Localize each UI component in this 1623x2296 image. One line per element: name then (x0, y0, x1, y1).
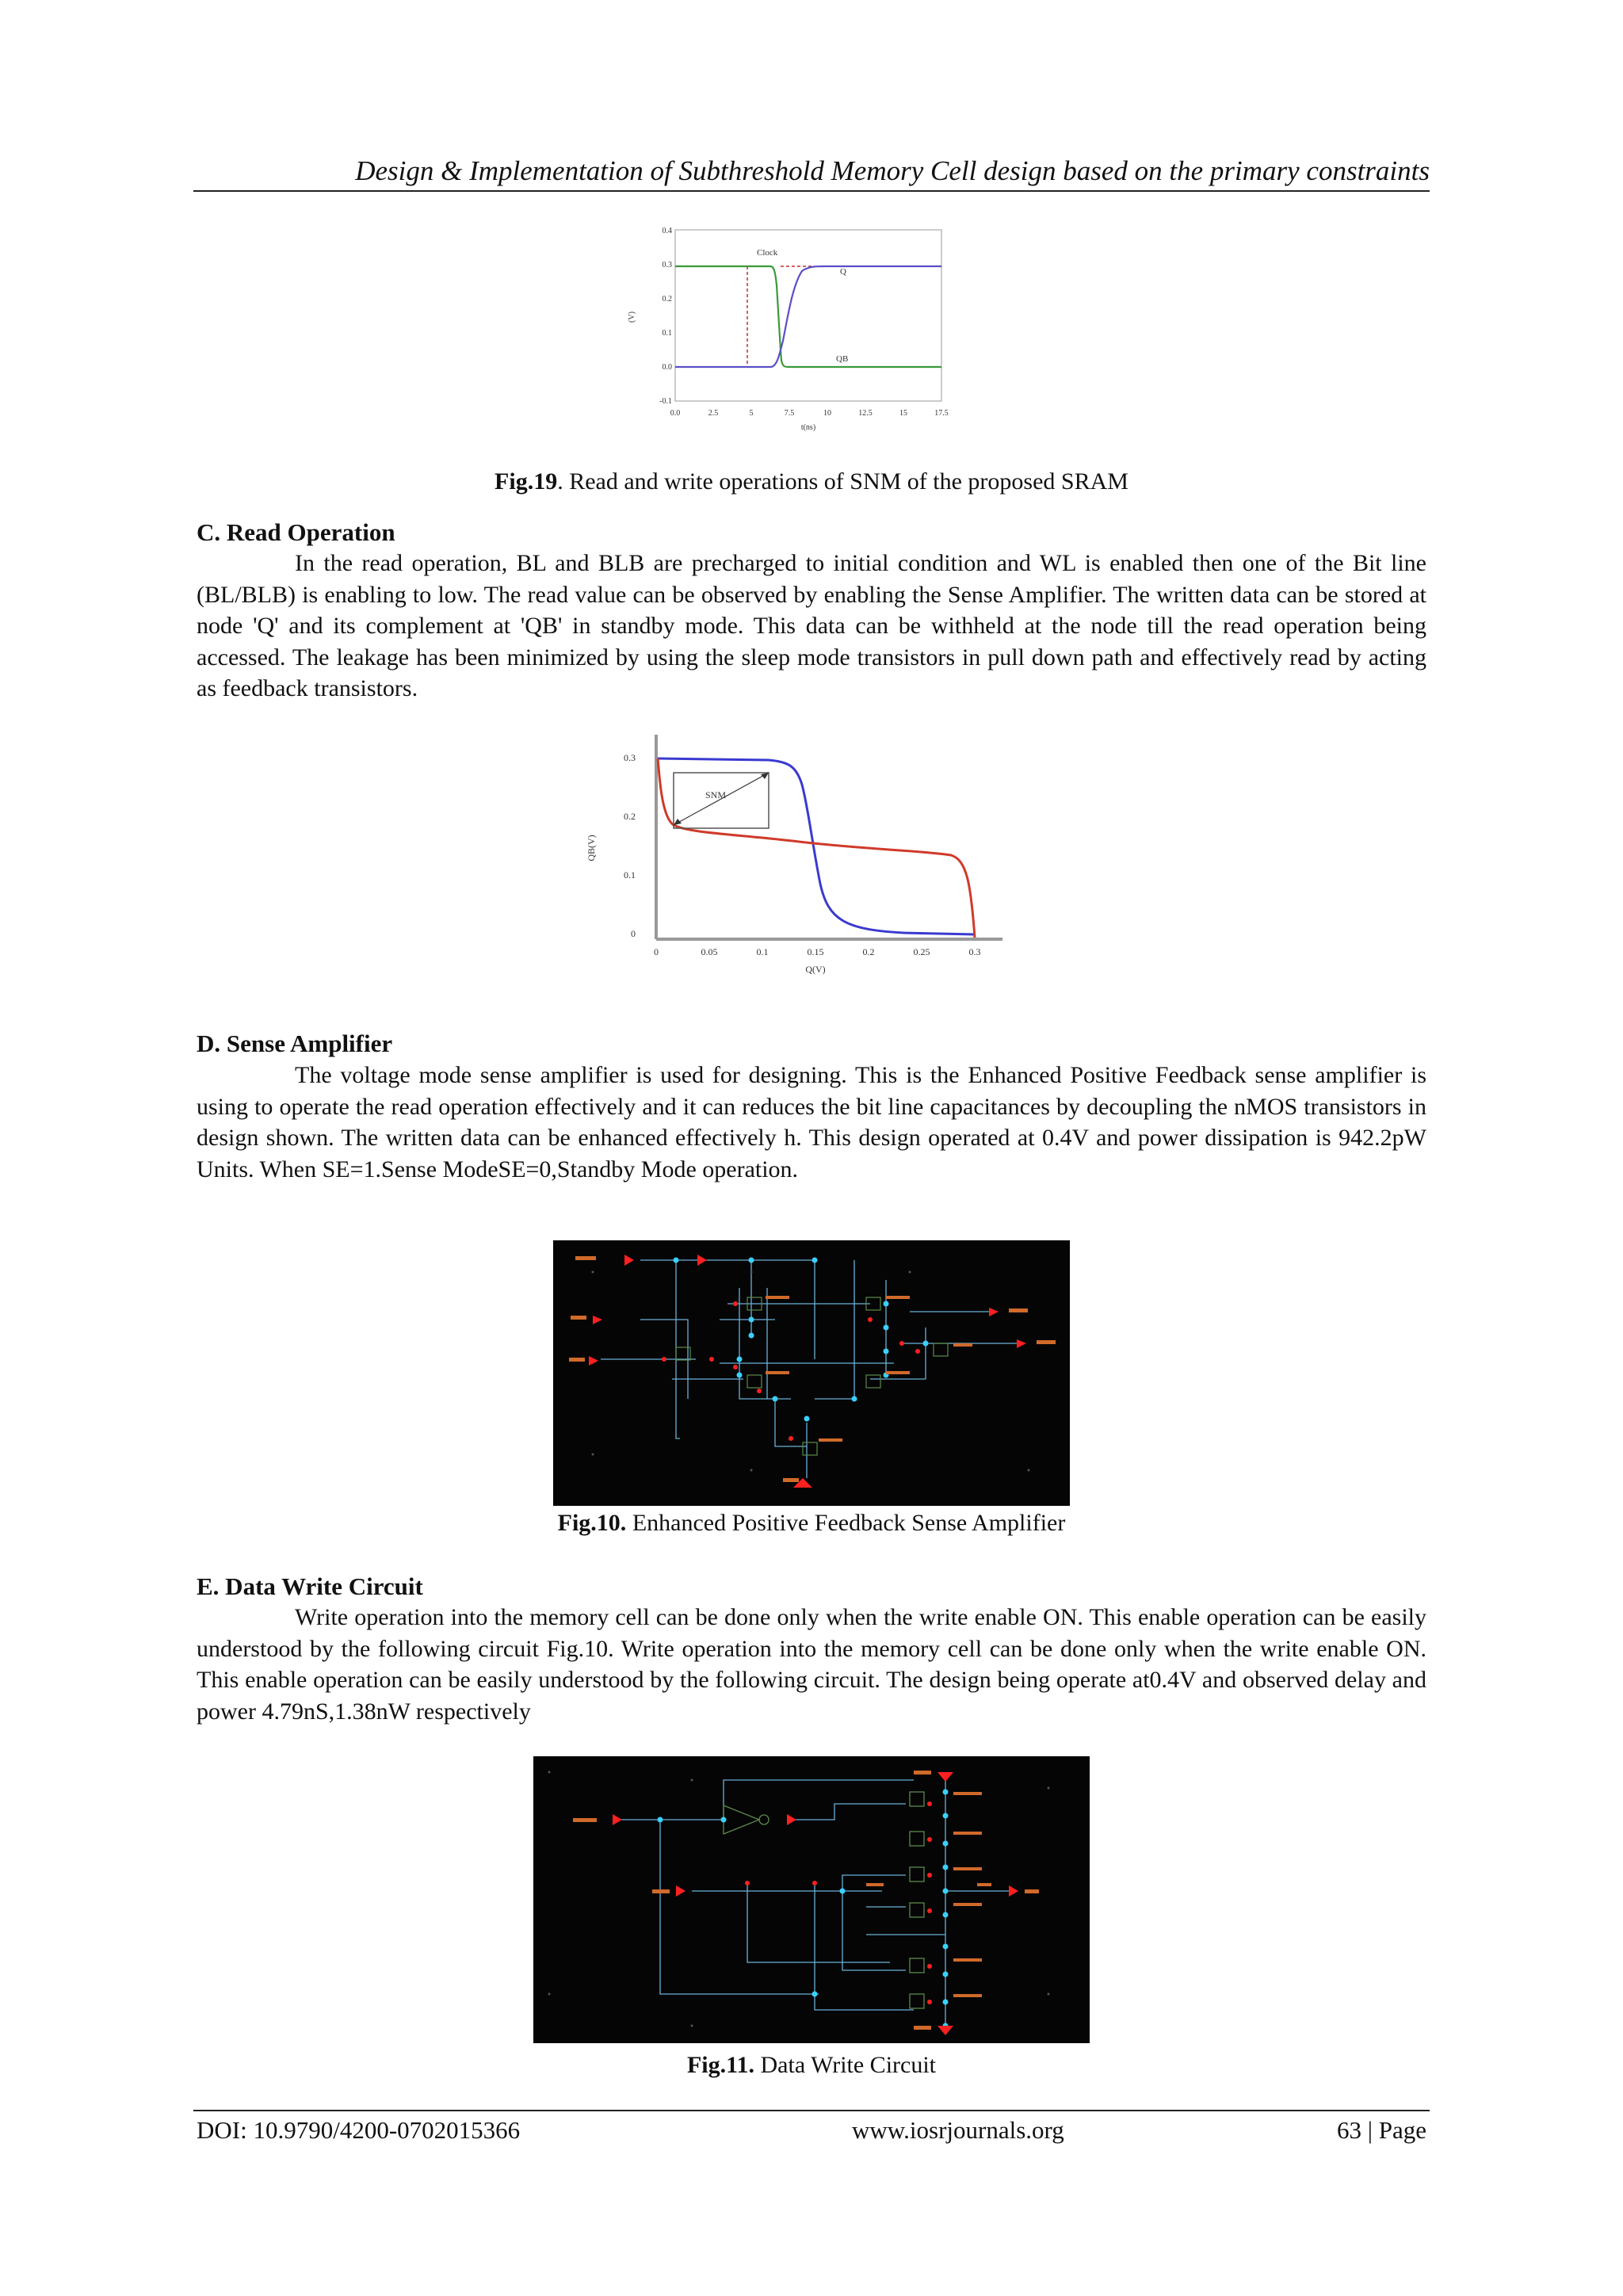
footer-website-link[interactable]: www.iosrjournals.org (852, 2116, 1064, 2144)
x-tick-label: 0 (654, 946, 659, 957)
x-tick-label: 15 (899, 409, 907, 418)
snm-label: SNM (705, 789, 727, 800)
y-axis-label: (V) (628, 311, 636, 323)
fig11-data-write-schematic (533, 1756, 1090, 2043)
fig19-caption (197, 466, 1426, 498)
fig10-caption-text: Enhanced Positive Feedback Sense Amplifier (626, 1510, 1066, 1536)
y-tick-label: 0.3 (624, 752, 636, 763)
blue-vtc-curve (658, 758, 975, 934)
header-rule (193, 190, 1430, 192)
section-heading-read-operation: C. Read Operation (197, 518, 395, 546)
fig11-caption-label: Fig.11. (686, 2052, 754, 2078)
x-tick-label: 0.25 (913, 946, 930, 957)
fig10-sense-amplifier-schematic (553, 1240, 1070, 1506)
fig10-caption (197, 1507, 1426, 1539)
x-tick-label: 0.0 (670, 409, 681, 418)
clock-qb-trace (675, 266, 941, 367)
y-tick-label: -0.1 (659, 397, 672, 406)
y-tick-label: 0.1 (624, 869, 636, 881)
section-heading-sense-amplifier: D. Sense Amplifier (197, 1030, 393, 1057)
data-write-paragraph: Write operation into the memory cell can be done only when the write enable ON. This enable operation can be easily understood by the following circuit Fig.10. Write operation into the memory cell can be done only when the write enable ON. This enable operation can be easily understood by the following circuit. The design being operate at0.4V and observed delay and power 4.79nS,1.38nW respectively (197, 1604, 1426, 1725)
x-tick-label: 0.3 (968, 946, 981, 957)
y-tick-label: 0.2 (662, 295, 672, 304)
x-tick-label: 7.5 (784, 409, 795, 418)
footer-rule (193, 2110, 1430, 2111)
q-trace (675, 266, 941, 367)
y-tick-label: 0 (631, 928, 636, 939)
qb-label: QB (836, 354, 849, 364)
x-tick-label: 0.05 (701, 946, 718, 957)
footer-page-number: 63 | Page (1337, 2116, 1426, 2144)
x-tick-label: 12.5 (858, 409, 873, 418)
fig19-caption-label: Fig.19 (495, 468, 558, 495)
fig10-caption-label: Fig.10. (557, 1510, 627, 1536)
y-axis-label: QB(V) (586, 835, 597, 861)
x-tick-label: 0.1 (756, 946, 769, 957)
x-tick-label: 0.2 (862, 946, 875, 957)
x-axis-label: t(ns) (800, 423, 816, 432)
y-tick-label: 0.3 (662, 261, 672, 269)
y-tick-label: 0.0 (662, 363, 672, 372)
snm-butterfly-plot (571, 725, 1014, 987)
x-tick-label: 17.5 (934, 409, 949, 418)
read-operation-paragraph: In the read operation, BL and BLB are precharged to initial condition and WL is enabled then one of the Bit line (BL/BLB) is enabling to low. The read value can be observed by enabling the Sense Amplifier. The written data can be stored at node 'Q' and its complement at 'QB' in standby mode. This data can be withheld at the node till the read operation being accessed. The leakage has been minimized by using the sleep mode transistors in pull down path and effectively read by acting as feedback transistors. (197, 550, 1426, 701)
x-tick-label: 2.5 (708, 409, 719, 418)
running-header: Design & Implementation of Subthreshold Memory Cell design based on the primary constraints (355, 155, 1430, 186)
footer-doi: DOI: 10.9790/4200-0702015366 (197, 2116, 521, 2144)
section-heading-data-write-circuit: E. Data Write Circuit (197, 1572, 423, 1600)
y-tick-label: 0.2 (624, 811, 636, 822)
x-tick-label: 5 (749, 409, 754, 418)
x-tick-label: 0.15 (807, 946, 824, 957)
fig19-timing-plot (618, 222, 999, 452)
x-tick-label: 10 (823, 409, 831, 418)
fig11-caption-text: Data Write Circuit (754, 2052, 936, 2078)
fig11-caption (197, 2050, 1426, 2081)
y-tick-label: 0.1 (662, 329, 672, 338)
plot-frame (675, 230, 941, 401)
q-label: Q (840, 267, 846, 277)
sense-amplifier-paragraph: The voltage mode sense amplifier is used for designing. This is the Enhanced Positive Feedback sense amplifier is using to operate the read operation effectively and it can reduces the bit line capacitances by decoupling the nMOS transistors in design shown. The written data can be enhanced effectively h. This design operated at 0.4V and power dissipation is 942.2pW Units. When SE=1.Sense ModeSE=0,Standby Mode operation. (197, 1062, 1426, 1182)
red-vtc-curve (658, 758, 975, 938)
y-tick-label: 0.4 (662, 227, 672, 235)
x-axis-label: Q(V) (805, 964, 826, 975)
fig19-caption-text: . Read and write operations of SNM of the proposed SRAM (557, 468, 1128, 495)
clock-label: Clock (757, 248, 778, 258)
